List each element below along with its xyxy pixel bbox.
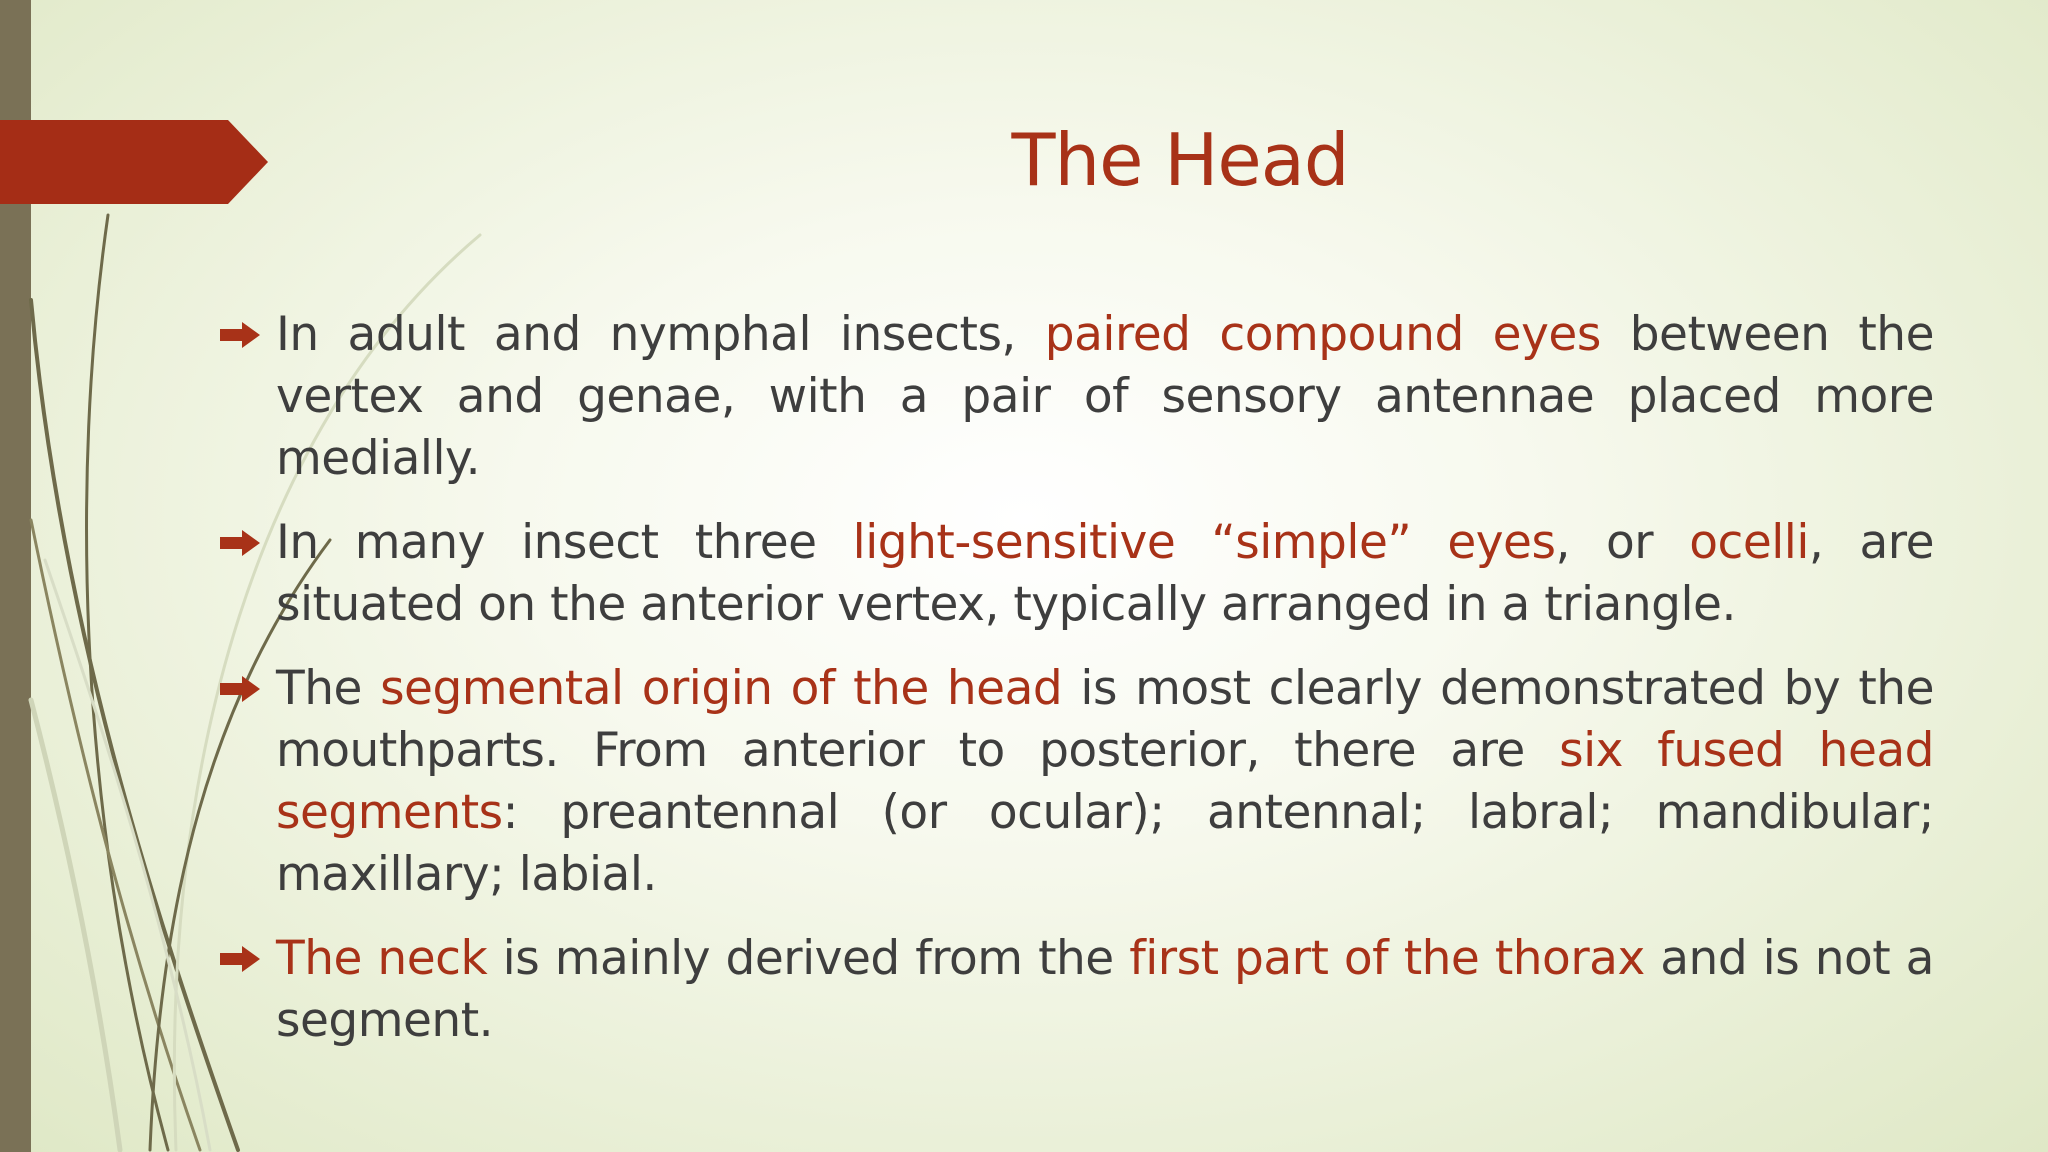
bullet-item-4 [220, 928, 1934, 1052]
bullet-2-text-1: In many insect three [276, 515, 853, 570]
bullet-2-highlight-1: light-sensitive “simple” eyes [852, 515, 1556, 570]
bullet-4-text-1: is mainly derived from the [487, 931, 1130, 986]
arrow-right-icon [220, 322, 260, 348]
arrow-right-icon [220, 946, 260, 972]
bullet-3-text-1: The [276, 661, 381, 716]
bullet-item-2 [220, 512, 1934, 636]
bullet-2-highlight-2: ocelli [1689, 515, 1809, 570]
bullet-2-text-2: , or [1555, 515, 1690, 570]
arrow-right-icon [220, 676, 260, 702]
title-accent-arrow [0, 120, 268, 204]
bullet-3-highlight-2: six fused head segments [276, 723, 1935, 840]
bullet-item-3 [220, 658, 1934, 906]
bullet-1-text-1: In adult and nymphal insects, [276, 307, 1045, 362]
bullet-4-highlight-1: The neck [276, 931, 488, 986]
bullet-1-text-2: between the vertex and genae, with a pair of sensory antennae placed more medially. [276, 307, 1934, 486]
bullet-3-text-3: : preantennal (or ocular); antennal; labral; mandibular; maxillary; labial. [276, 785, 1934, 902]
bullet-4-highlight-2: first part of the thorax [1129, 931, 1645, 986]
bullet-1-highlight-1: paired compound eyes [1044, 307, 1601, 362]
bullet-4-text-2: and is not a segment. [276, 931, 1934, 1048]
bullet-3-highlight-1: segmental origin of the head [380, 661, 1063, 716]
bullet-3-text-2: is most clearly demonstrated by the mouthparts. From anterior to posterior, there are [276, 661, 1934, 778]
slide-title: The Head [1011, 118, 1349, 202]
arrow-right-icon [220, 530, 260, 556]
bullet-list [220, 304, 1934, 1074]
bullet-item-1 [220, 304, 1934, 490]
bullet-2-text-3: , are situated on the anterior vertex, typically arranged in a triangle. [276, 515, 1934, 632]
